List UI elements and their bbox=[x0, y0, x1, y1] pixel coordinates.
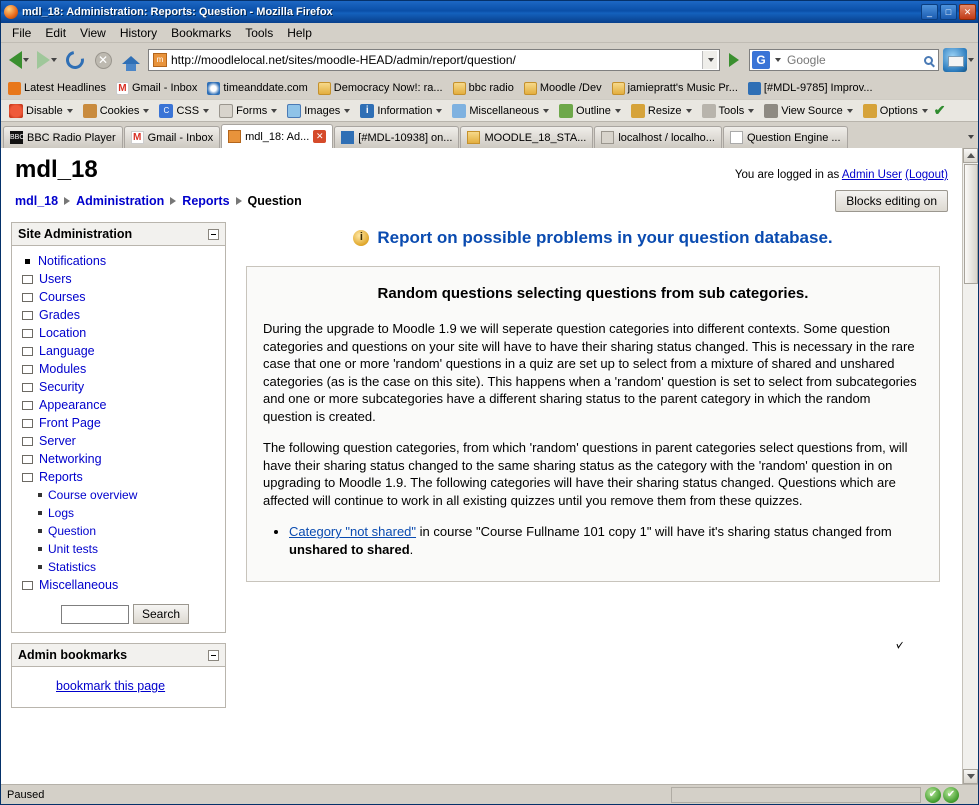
home-icon bbox=[122, 56, 140, 64]
tab-label: BBC Radio Player bbox=[27, 131, 116, 144]
folder-outline-icon bbox=[22, 437, 33, 446]
list-item bbox=[289, 523, 923, 558]
chevron-down-icon bbox=[686, 109, 692, 113]
bookmark-label: Moodle /Dev bbox=[539, 82, 602, 94]
devtool-css[interactable] bbox=[155, 103, 213, 119]
folder-icon bbox=[612, 82, 625, 95]
menu-edit[interactable]: Edit bbox=[45, 25, 67, 40]
page-title: mdl_18 bbox=[15, 156, 98, 183]
chevron-down-icon bbox=[775, 58, 781, 62]
devtool-label: Miscellaneous bbox=[469, 104, 540, 117]
disable-icon bbox=[9, 104, 23, 118]
sidebar-item-label[interactable]: Server bbox=[39, 434, 76, 448]
bookmark-mdl-9785[interactable] bbox=[745, 81, 876, 96]
folder-outline-icon bbox=[22, 473, 33, 482]
jira-icon bbox=[341, 131, 354, 144]
main-content bbox=[226, 222, 952, 718]
sidebar-item-label[interactable]: Language bbox=[39, 344, 95, 358]
chevron-down-icon[interactable] bbox=[968, 58, 974, 62]
stop-button[interactable] bbox=[89, 46, 117, 74]
tab-mdl10938[interactable] bbox=[334, 126, 459, 148]
sidebar-item-label[interactable]: Course overview bbox=[48, 488, 138, 502]
tab-label: mdl_18: Ad... bbox=[245, 130, 310, 143]
panel-paragraph-1: During the upgrade to Moodle 1.9 we will seperate question categories into different contexts. Some question categories and questions on your site will have to have their sharing status changed. This is necessary in the rare case that one or more 'random' questions in a quiz are set up to select from a mixture of shared and unshared categories (as is the case on this site). This happens when a 'random' question is set to select from subcategories and one or more subcategories have a different sharing status to the parent category in which the random question is created. bbox=[263, 321, 917, 424]
login-prefix: You are logged in as bbox=[734, 169, 840, 181]
menu-bar bbox=[1, 23, 978, 43]
bookmark-democracy-now[interactable] bbox=[315, 81, 446, 96]
minus-icon[interactable] bbox=[208, 229, 219, 240]
bullet-icon bbox=[38, 511, 42, 515]
chevron-down-icon bbox=[968, 135, 974, 139]
folder-outline-icon bbox=[22, 311, 33, 320]
back-button[interactable] bbox=[5, 46, 33, 74]
admin-search-row bbox=[16, 594, 221, 624]
folder-outline-icon bbox=[22, 365, 33, 374]
cookie-icon bbox=[83, 104, 97, 118]
bookmark-label: Democracy Now!: ra... bbox=[333, 82, 443, 94]
panel-heading: Random questions selecting questions from sub categories. bbox=[377, 285, 809, 302]
block-title: Site Administration bbox=[18, 227, 133, 241]
devtool-label: Tools bbox=[718, 104, 745, 117]
search-bar[interactable] bbox=[749, 49, 939, 71]
list-item-bold: unshared to shared bbox=[289, 542, 410, 558]
site-favicon: m bbox=[153, 53, 167, 67]
gmail-icon: M bbox=[131, 131, 144, 144]
jira-icon bbox=[748, 82, 761, 95]
login-info bbox=[735, 169, 948, 184]
sidebar-item-miscellaneous[interactable] bbox=[16, 576, 221, 594]
chevron-down-icon bbox=[543, 109, 549, 113]
minus-icon[interactable] bbox=[208, 650, 219, 661]
sidebar-item-label[interactable]: Statistics bbox=[48, 560, 97, 574]
menu-bookmarks[interactable]: Bookmarks bbox=[171, 25, 232, 40]
folder-outline-icon bbox=[22, 275, 33, 284]
breadcrumb-item-question: Question bbox=[247, 194, 302, 208]
view-source-icon bbox=[764, 104, 778, 118]
sidebar-item-grades[interactable] bbox=[16, 306, 221, 324]
bookmark-label: Latest Headlines bbox=[24, 82, 106, 94]
tab-close-icon[interactable]: ✕ bbox=[313, 130, 326, 143]
menu-file[interactable]: File bbox=[12, 25, 32, 40]
tab-gmail-inbox[interactable] bbox=[124, 126, 220, 148]
search-engine-dropdown[interactable] bbox=[772, 58, 783, 62]
page-body bbox=[1, 214, 962, 718]
home-button[interactable] bbox=[117, 46, 145, 74]
navigation-toolbar bbox=[1, 43, 978, 77]
sidebar bbox=[11, 222, 226, 718]
sidebar-item-logs[interactable] bbox=[16, 504, 221, 522]
chevron-down-icon bbox=[847, 109, 853, 113]
tab-label: [#MDL-10938] on... bbox=[358, 131, 453, 144]
reload-button[interactable] bbox=[61, 46, 89, 74]
chevron-down-icon bbox=[67, 109, 73, 113]
breadcrumb-row bbox=[1, 184, 962, 214]
bookmark-moodle-dev[interactable] bbox=[521, 81, 605, 96]
secondary-status-icon[interactable]: ✔ bbox=[943, 787, 959, 803]
devtool-information[interactable] bbox=[356, 103, 446, 119]
devtool-label: View Source bbox=[781, 104, 843, 117]
forward-arrow-icon bbox=[37, 51, 50, 69]
sidebar-item-unit-tests[interactable] bbox=[16, 540, 221, 558]
sidebar-item-label[interactable]: Appearance bbox=[39, 398, 107, 412]
sidebar-item-label[interactable]: Logs bbox=[48, 506, 75, 520]
sidebar-item-statistics[interactable] bbox=[16, 558, 221, 576]
devtool-label: Resize bbox=[647, 104, 682, 117]
block-site-administration bbox=[11, 222, 226, 633]
bullet-icon bbox=[38, 565, 42, 569]
devtool-label: Options bbox=[879, 104, 918, 117]
search-input[interactable]: Google bbox=[787, 53, 826, 67]
sidebar-item-networking[interactable] bbox=[16, 450, 221, 468]
reload-icon bbox=[62, 47, 87, 72]
minimize-button[interactable]: _ bbox=[921, 4, 938, 20]
moodle-icon bbox=[228, 130, 241, 143]
sidebar-item-label[interactable]: Modules bbox=[39, 362, 87, 376]
block-body bbox=[12, 667, 225, 707]
devtool-forms[interactable] bbox=[215, 103, 281, 119]
google-icon: G bbox=[752, 51, 770, 69]
user-profile-link[interactable]: Admin User bbox=[841, 169, 902, 181]
clock-icon bbox=[207, 82, 220, 95]
list-item-text-after: . bbox=[409, 542, 414, 558]
folder-outline-icon bbox=[22, 329, 33, 338]
chevron-down-icon bbox=[967, 774, 975, 779]
search-icon bbox=[924, 56, 933, 65]
report-heading-row bbox=[246, 228, 940, 248]
page-scrollbar[interactable] bbox=[962, 148, 978, 784]
tab-label: localhost / localho... bbox=[618, 131, 715, 144]
sidebar-item-language[interactable] bbox=[16, 342, 221, 360]
bookmark-latest-headlines[interactable] bbox=[5, 81, 109, 96]
report-heading: Report on possible problems in your question database. bbox=[377, 228, 833, 247]
sidebar-item-security[interactable] bbox=[16, 378, 221, 396]
go-button[interactable] bbox=[723, 49, 745, 71]
logout-link[interactable]: (Logout) bbox=[905, 169, 948, 181]
css-icon: C bbox=[159, 104, 173, 118]
folder-outline-icon bbox=[22, 581, 33, 590]
bookmark-this-page-link[interactable]: bookmark this page bbox=[56, 679, 166, 693]
breadcrumb-item-administration[interactable]: Administration bbox=[76, 194, 165, 208]
chevron-down-icon bbox=[271, 109, 277, 113]
resize-icon bbox=[631, 104, 645, 118]
admin-search-input[interactable] bbox=[61, 605, 129, 624]
dot-icon bbox=[25, 259, 30, 264]
ssl-status-icon[interactable] bbox=[962, 787, 976, 803]
devtool-resize[interactable] bbox=[627, 103, 696, 119]
folder-icon bbox=[453, 82, 466, 95]
chevron-down-icon bbox=[708, 58, 714, 62]
url-bar[interactable] bbox=[148, 49, 720, 71]
chevron-up-icon bbox=[967, 153, 975, 158]
devtool-options[interactable] bbox=[859, 103, 932, 119]
sidebar-item-server[interactable] bbox=[16, 432, 221, 450]
devtool-tools[interactable] bbox=[698, 103, 759, 119]
back-arrow-icon bbox=[9, 51, 22, 69]
chevron-right-icon bbox=[236, 197, 242, 205]
tab-question-engine[interactable] bbox=[723, 126, 848, 148]
chevron-down-icon bbox=[23, 58, 29, 62]
go-arrow-icon bbox=[729, 53, 739, 67]
bullet-icon bbox=[38, 547, 42, 551]
status-bar bbox=[1, 784, 978, 804]
tab-localhost[interactable] bbox=[594, 126, 722, 148]
tab-label: Gmail - Inbox bbox=[147, 131, 214, 144]
block-admin-bookmarks bbox=[11, 643, 226, 708]
sidebar-item-label[interactable]: Users bbox=[39, 272, 72, 286]
bookmark-label: [#MDL-9785] Improv... bbox=[763, 82, 873, 94]
category-link[interactable]: Category "not shared" bbox=[289, 524, 417, 540]
sidebar-item-label[interactable]: Unit tests bbox=[48, 542, 99, 556]
folder-icon bbox=[524, 82, 537, 95]
bookmark-label: Gmail - Inbox bbox=[131, 82, 198, 94]
bookmark-jamiepratt-music[interactable] bbox=[609, 81, 741, 96]
forward-button[interactable] bbox=[33, 46, 61, 74]
sidebar-item-label[interactable]: Security bbox=[39, 380, 85, 394]
sidebar-item-location[interactable] bbox=[16, 324, 221, 342]
bookmark-label: jamiepratt's Music Pr... bbox=[627, 82, 738, 94]
url-input[interactable]: http://moodlelocal.net/sites/moodle-HEAD/admin/report/question/ bbox=[171, 53, 516, 67]
chevron-down-icon bbox=[922, 109, 928, 113]
sidebar-item-front-page[interactable] bbox=[16, 414, 221, 432]
scrollbar-thumb[interactable] bbox=[964, 164, 978, 284]
scroll-up-button[interactable] bbox=[963, 148, 978, 163]
devtool-label: Information bbox=[377, 104, 433, 117]
sidebar-item-modules[interactable] bbox=[16, 360, 221, 378]
information-icon: i bbox=[353, 230, 369, 246]
bookmark-timeanddate[interactable] bbox=[204, 81, 310, 96]
outline-icon bbox=[559, 104, 573, 118]
sidebar-item-label[interactable]: Grades bbox=[39, 308, 80, 322]
options-icon bbox=[863, 104, 877, 118]
folder-outline-icon bbox=[22, 383, 33, 392]
admin-search-button[interactable]: Search bbox=[133, 604, 189, 624]
information-icon: i bbox=[360, 104, 374, 118]
status-text: Paused bbox=[7, 788, 45, 801]
bookmarks-toolbar bbox=[1, 77, 978, 99]
devtool-cookies[interactable] bbox=[79, 103, 154, 119]
block-title: Admin bookmarks bbox=[18, 648, 128, 662]
block-header bbox=[12, 644, 225, 667]
maximize-button[interactable]: □ bbox=[940, 4, 957, 20]
sidebar-item-notifications[interactable] bbox=[16, 252, 221, 270]
list-item-text-before: in course "Course Fullname 101 copy 1" will have it's sharing status changed from bbox=[416, 524, 892, 540]
moodle-page bbox=[1, 148, 962, 784]
sidebar-item-label[interactable]: Miscellaneous bbox=[39, 578, 119, 592]
gmail-icon: M bbox=[116, 82, 129, 95]
affected-categories-list bbox=[263, 523, 923, 558]
chevron-down-icon bbox=[51, 58, 57, 62]
devtool-miscellaneous[interactable] bbox=[448, 103, 553, 119]
tab-label: MOODLE_18_STA... bbox=[484, 131, 587, 144]
folder-icon bbox=[318, 82, 331, 95]
sidebar-item-label[interactable]: Notifications bbox=[38, 254, 107, 268]
sidebar-item-label[interactable]: Location bbox=[39, 326, 87, 340]
devtool-view-source[interactable] bbox=[760, 103, 857, 119]
title-bar bbox=[1, 1, 978, 23]
page-header bbox=[1, 148, 962, 184]
sidebar-item-appearance[interactable] bbox=[16, 396, 221, 414]
tab-bbc-radio-player[interactable] bbox=[3, 126, 123, 148]
chevron-down-icon bbox=[203, 109, 209, 113]
sidebar-item-question[interactable] bbox=[16, 522, 221, 540]
devtool-disable[interactable] bbox=[5, 103, 77, 119]
folder-icon bbox=[467, 131, 480, 144]
folder-outline-icon bbox=[22, 347, 33, 356]
folder-outline-icon bbox=[22, 455, 33, 464]
tab-strip bbox=[1, 122, 978, 148]
sidebar-item-label[interactable]: Question bbox=[48, 524, 97, 538]
chevron-down-icon bbox=[615, 109, 621, 113]
folder-outline-icon bbox=[22, 419, 33, 428]
print-preview-icon[interactable] bbox=[943, 48, 967, 72]
sidebar-item-users[interactable] bbox=[16, 270, 221, 288]
sidebar-item-label[interactable]: Front Page bbox=[39, 416, 101, 430]
bbc-icon: BBC bbox=[10, 131, 23, 144]
chevron-down-icon bbox=[344, 109, 350, 113]
sidebar-item-reports[interactable] bbox=[16, 468, 221, 486]
devtool-label: CSS bbox=[176, 104, 200, 117]
stop-icon: ✕ bbox=[95, 52, 112, 69]
folder-outline-icon bbox=[22, 401, 33, 410]
menu-history[interactable]: History bbox=[119, 25, 158, 40]
panel-paragraph-2: The following question categories, from which 'random' questions in parent categories select questions from, will have their sharing status changed to the same sharing status as the category with the 'random' question in on upgrading to Moodle 1.9. The following categories will have their sharing status changed. Questions which are affected will continue to work in all existing quizzes until you remove them from these quizzes. bbox=[263, 440, 908, 508]
devtool-label: Images bbox=[304, 104, 341, 117]
tab-mdl18-administration[interactable] bbox=[221, 124, 333, 148]
phpmyadmin-icon bbox=[601, 131, 614, 144]
block-body bbox=[12, 246, 225, 632]
sidebar-item-label[interactable]: Courses bbox=[39, 290, 86, 304]
tab-moodle18-stable[interactable] bbox=[460, 126, 593, 148]
validation-check-icon[interactable]: ✔ bbox=[933, 102, 946, 118]
close-button[interactable]: ✕ bbox=[959, 4, 976, 20]
rss-icon bbox=[8, 82, 21, 95]
miscellaneous-icon bbox=[452, 104, 466, 118]
devtool-label: Forms bbox=[236, 104, 268, 117]
scroll-down-button[interactable] bbox=[963, 769, 978, 784]
bullet-icon bbox=[38, 493, 42, 497]
bookmark-label: bbc radio bbox=[468, 82, 514, 94]
status-progress-area bbox=[671, 787, 921, 803]
sidebar-item-label[interactable]: Networking bbox=[39, 452, 102, 466]
tab-scroll-right-button[interactable] bbox=[963, 126, 978, 148]
forms-icon bbox=[219, 104, 233, 118]
doc-icon bbox=[730, 131, 743, 144]
url-history-dropdown[interactable] bbox=[702, 51, 717, 69]
sidebar-item-course-overview[interactable] bbox=[16, 486, 221, 504]
devtool-label: Outline bbox=[576, 104, 611, 117]
breadcrumb-item-site[interactable]: mdl_18 bbox=[15, 194, 59, 208]
bookmark-this-page-row bbox=[16, 673, 221, 699]
breadcrumb-item-reports[interactable]: Reports bbox=[182, 194, 230, 208]
menu-view[interactable]: View bbox=[80, 25, 106, 40]
breadcrumb bbox=[15, 194, 302, 208]
devtool-label: Cookies bbox=[99, 104, 140, 117]
firefox-icon bbox=[4, 5, 18, 19]
bookmark-gmail-inbox[interactable] bbox=[113, 81, 200, 96]
block-header bbox=[12, 223, 225, 246]
devtool-label: Disable bbox=[26, 104, 63, 117]
chevron-down-icon bbox=[748, 109, 754, 113]
page-viewport bbox=[1, 148, 978, 784]
bookmark-bbc-radio[interactable] bbox=[450, 81, 517, 96]
sidebar-item-courses[interactable] bbox=[16, 288, 221, 306]
bullet-icon bbox=[38, 529, 42, 533]
blocks-editing-button[interactable]: Blocks editing on bbox=[835, 190, 948, 212]
window-title: mdl_18: Administration: Reports: Question - Mozilla Firefox bbox=[22, 6, 333, 18]
menu-help[interactable]: Help bbox=[287, 25, 312, 40]
bookmark-label: timeanddate.com bbox=[223, 82, 308, 94]
chevron-down-icon bbox=[436, 109, 442, 113]
tools-icon bbox=[702, 104, 716, 118]
folder-outline-icon bbox=[22, 293, 33, 302]
chevron-right-icon bbox=[64, 197, 70, 205]
report-panel bbox=[246, 266, 940, 582]
devtool-images[interactable] bbox=[283, 103, 354, 119]
chevron-right-icon bbox=[170, 197, 176, 205]
menu-tools[interactable]: Tools bbox=[245, 25, 274, 40]
web-developer-toolbar bbox=[1, 99, 978, 122]
devtool-outline[interactable] bbox=[555, 103, 625, 119]
search-submit-button[interactable] bbox=[918, 50, 938, 70]
sidebar-item-label[interactable]: Reports bbox=[39, 470, 83, 484]
chevron-down-icon bbox=[143, 109, 149, 113]
images-icon bbox=[287, 104, 301, 118]
tab-label: Question Engine ... bbox=[746, 131, 841, 144]
validation-status-icon[interactable]: ✔ bbox=[925, 787, 941, 803]
